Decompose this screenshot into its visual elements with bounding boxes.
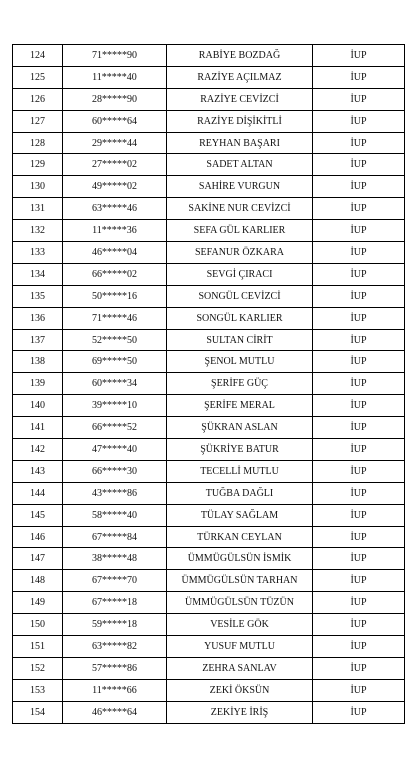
row-number-cell: 146 xyxy=(13,526,63,548)
table-row xyxy=(13,220,405,242)
row-number-cell: 148 xyxy=(13,570,63,592)
program-type-cell: İUP xyxy=(313,132,405,154)
program-type-cell: İUP xyxy=(313,592,405,614)
row-number-cell: 153 xyxy=(13,679,63,701)
full-name-cell: SONGÜL CEVİZCİ xyxy=(167,285,313,307)
masked-id-cell: 11*****66 xyxy=(63,679,167,701)
full-name-cell: RABİYE BOZDAĞ xyxy=(167,45,313,67)
row-number-cell: 142 xyxy=(13,439,63,461)
table-row xyxy=(13,614,405,636)
masked-id-cell: 63*****82 xyxy=(63,636,167,658)
full-name-cell: ZEKİ ÖKSÜN xyxy=(167,679,313,701)
masked-id-cell: 28*****90 xyxy=(63,88,167,110)
row-number-cell: 137 xyxy=(13,329,63,351)
table-row xyxy=(13,176,405,198)
full-name-cell: SULTAN CİRİT xyxy=(167,329,313,351)
table-row xyxy=(13,263,405,285)
table-body xyxy=(13,45,405,724)
full-name-cell: SAHİRE VURGUN xyxy=(167,176,313,198)
program-type-cell: İUP xyxy=(313,242,405,264)
masked-id-cell: 50*****16 xyxy=(63,285,167,307)
table-row xyxy=(13,285,405,307)
program-type-cell: İUP xyxy=(313,417,405,439)
row-number-cell: 154 xyxy=(13,701,63,723)
program-type-cell: İUP xyxy=(313,220,405,242)
full-name-cell: SONGÜL KARLIER xyxy=(167,307,313,329)
full-name-cell: ŞERİFE GÜÇ xyxy=(167,373,313,395)
program-type-cell: İUP xyxy=(313,636,405,658)
row-number-cell: 143 xyxy=(13,460,63,482)
table-row xyxy=(13,592,405,614)
masked-id-cell: 29*****44 xyxy=(63,132,167,154)
table-row xyxy=(13,110,405,132)
program-type-cell: İUP xyxy=(313,482,405,504)
masked-id-cell: 49*****02 xyxy=(63,176,167,198)
program-type-cell: İUP xyxy=(313,351,405,373)
masked-id-cell: 59*****18 xyxy=(63,614,167,636)
masked-id-cell: 69*****50 xyxy=(63,351,167,373)
table-row xyxy=(13,526,405,548)
row-number-cell: 132 xyxy=(13,220,63,242)
masked-id-cell: 11*****40 xyxy=(63,66,167,88)
program-type-cell: İUP xyxy=(313,460,405,482)
masked-id-cell: 60*****64 xyxy=(63,110,167,132)
masked-id-cell: 66*****30 xyxy=(63,460,167,482)
table-row xyxy=(13,548,405,570)
row-number-cell: 151 xyxy=(13,636,63,658)
table-row xyxy=(13,439,405,461)
row-number-cell: 124 xyxy=(13,45,63,67)
table-row xyxy=(13,460,405,482)
program-type-cell: İUP xyxy=(313,701,405,723)
masked-id-cell: 58*****40 xyxy=(63,504,167,526)
program-type-cell: İUP xyxy=(313,570,405,592)
program-type-cell: İUP xyxy=(313,154,405,176)
row-number-cell: 144 xyxy=(13,482,63,504)
program-type-cell: İUP xyxy=(313,657,405,679)
program-type-cell: İUP xyxy=(313,614,405,636)
full-name-cell: RAZİYE CEVİZCİ xyxy=(167,88,313,110)
full-name-cell: ŞENOL MUTLU xyxy=(167,351,313,373)
program-type-cell: İUP xyxy=(313,395,405,417)
program-type-cell: İUP xyxy=(313,329,405,351)
masked-id-cell: 60*****34 xyxy=(63,373,167,395)
full-name-cell: ÜMMÜGÜLSÜN İSMİK xyxy=(167,548,313,570)
full-name-cell: ŞERİFE MERAL xyxy=(167,395,313,417)
full-name-cell: ŞÜKRAN ASLAN xyxy=(167,417,313,439)
row-number-cell: 126 xyxy=(13,88,63,110)
program-type-cell: İUP xyxy=(313,373,405,395)
masked-id-cell: 66*****52 xyxy=(63,417,167,439)
row-number-cell: 136 xyxy=(13,307,63,329)
masked-id-cell: 67*****70 xyxy=(63,570,167,592)
table-row xyxy=(13,45,405,67)
masked-id-cell: 71*****90 xyxy=(63,45,167,67)
table-row xyxy=(13,329,405,351)
masked-id-cell: 66*****02 xyxy=(63,263,167,285)
table-row xyxy=(13,570,405,592)
row-number-cell: 149 xyxy=(13,592,63,614)
full-name-cell: SAKİNE NUR CEVİZCİ xyxy=(167,198,313,220)
masked-id-cell: 67*****18 xyxy=(63,592,167,614)
program-type-cell: İUP xyxy=(313,88,405,110)
table-row xyxy=(13,307,405,329)
masked-id-cell: 67*****84 xyxy=(63,526,167,548)
program-type-cell: İUP xyxy=(313,548,405,570)
row-number-cell: 130 xyxy=(13,176,63,198)
table-row xyxy=(13,679,405,701)
full-name-cell: SEFA GÜL KARLIER xyxy=(167,220,313,242)
row-number-cell: 134 xyxy=(13,263,63,285)
table-row xyxy=(13,373,405,395)
program-type-cell: İUP xyxy=(313,526,405,548)
row-number-cell: 131 xyxy=(13,198,63,220)
row-number-cell: 147 xyxy=(13,548,63,570)
table-row xyxy=(13,657,405,679)
masked-id-cell: 27*****02 xyxy=(63,154,167,176)
row-number-cell: 135 xyxy=(13,285,63,307)
full-name-cell: YUSUF MUTLU xyxy=(167,636,313,658)
table-row xyxy=(13,88,405,110)
table-row xyxy=(13,154,405,176)
table-row xyxy=(13,701,405,723)
table-row xyxy=(13,132,405,154)
table-row xyxy=(13,417,405,439)
row-number-cell: 125 xyxy=(13,66,63,88)
program-type-cell: İUP xyxy=(313,504,405,526)
full-name-cell: REYHAN BAŞARI xyxy=(167,132,313,154)
program-type-cell: İUP xyxy=(313,439,405,461)
masked-id-cell: 46*****64 xyxy=(63,701,167,723)
masked-id-cell: 71*****46 xyxy=(63,307,167,329)
full-name-cell: ZEHRA SANLAV xyxy=(167,657,313,679)
masked-id-cell: 47*****40 xyxy=(63,439,167,461)
table-row xyxy=(13,198,405,220)
row-number-cell: 129 xyxy=(13,154,63,176)
row-number-cell: 141 xyxy=(13,417,63,439)
program-type-cell: İUP xyxy=(313,110,405,132)
row-number-cell: 138 xyxy=(13,351,63,373)
program-type-cell: İUP xyxy=(313,198,405,220)
table-row xyxy=(13,395,405,417)
masked-id-cell: 57*****86 xyxy=(63,657,167,679)
full-name-cell: TUĞBA DAĞLI xyxy=(167,482,313,504)
row-number-cell: 150 xyxy=(13,614,63,636)
full-name-cell: SADET ALTAN xyxy=(167,154,313,176)
full-name-cell: TECELLİ MUTLU xyxy=(167,460,313,482)
table-row xyxy=(13,242,405,264)
row-number-cell: 139 xyxy=(13,373,63,395)
row-number-cell: 127 xyxy=(13,110,63,132)
masked-id-cell: 46*****04 xyxy=(63,242,167,264)
masked-id-cell: 43*****86 xyxy=(63,482,167,504)
masked-id-cell: 63*****46 xyxy=(63,198,167,220)
full-name-cell: TÜLAY SAĞLAM xyxy=(167,504,313,526)
masked-id-cell: 38*****48 xyxy=(63,548,167,570)
row-number-cell: 128 xyxy=(13,132,63,154)
program-type-cell: İUP xyxy=(313,307,405,329)
masked-id-cell: 52*****50 xyxy=(63,329,167,351)
row-number-cell: 133 xyxy=(13,242,63,264)
program-type-cell: İUP xyxy=(313,66,405,88)
full-name-cell: ZEKİYE İRİŞ xyxy=(167,701,313,723)
program-type-cell: İUP xyxy=(313,176,405,198)
full-name-cell: SEVGİ ÇIRACI xyxy=(167,263,313,285)
full-name-cell: RAZİYE DİŞİKİTLİ xyxy=(167,110,313,132)
beneficiary-table xyxy=(12,44,405,724)
full-name-cell: TÜRKAN CEYLAN xyxy=(167,526,313,548)
row-number-cell: 140 xyxy=(13,395,63,417)
program-type-cell: İUP xyxy=(313,263,405,285)
row-number-cell: 145 xyxy=(13,504,63,526)
full-name-cell: ÜMMÜGÜLSÜN TARHAN xyxy=(167,570,313,592)
row-number-cell: 152 xyxy=(13,657,63,679)
program-type-cell: İUP xyxy=(313,679,405,701)
table-row xyxy=(13,504,405,526)
full-name-cell: SEFANUR ÖZKARA xyxy=(167,242,313,264)
full-name-cell: VESİLE GÖK xyxy=(167,614,313,636)
full-name-cell: RAZİYE AÇILMAZ xyxy=(167,66,313,88)
program-type-cell: İUP xyxy=(313,45,405,67)
table-row xyxy=(13,351,405,373)
full-name-cell: ŞÜKRİYE BATUR xyxy=(167,439,313,461)
program-type-cell: İUP xyxy=(313,285,405,307)
masked-id-cell: 39*****10 xyxy=(63,395,167,417)
table-row xyxy=(13,482,405,504)
masked-id-cell: 11*****36 xyxy=(63,220,167,242)
full-name-cell: ÜMMÜGÜLSÜN TÜZÜN xyxy=(167,592,313,614)
table-row xyxy=(13,636,405,658)
table-row xyxy=(13,66,405,88)
